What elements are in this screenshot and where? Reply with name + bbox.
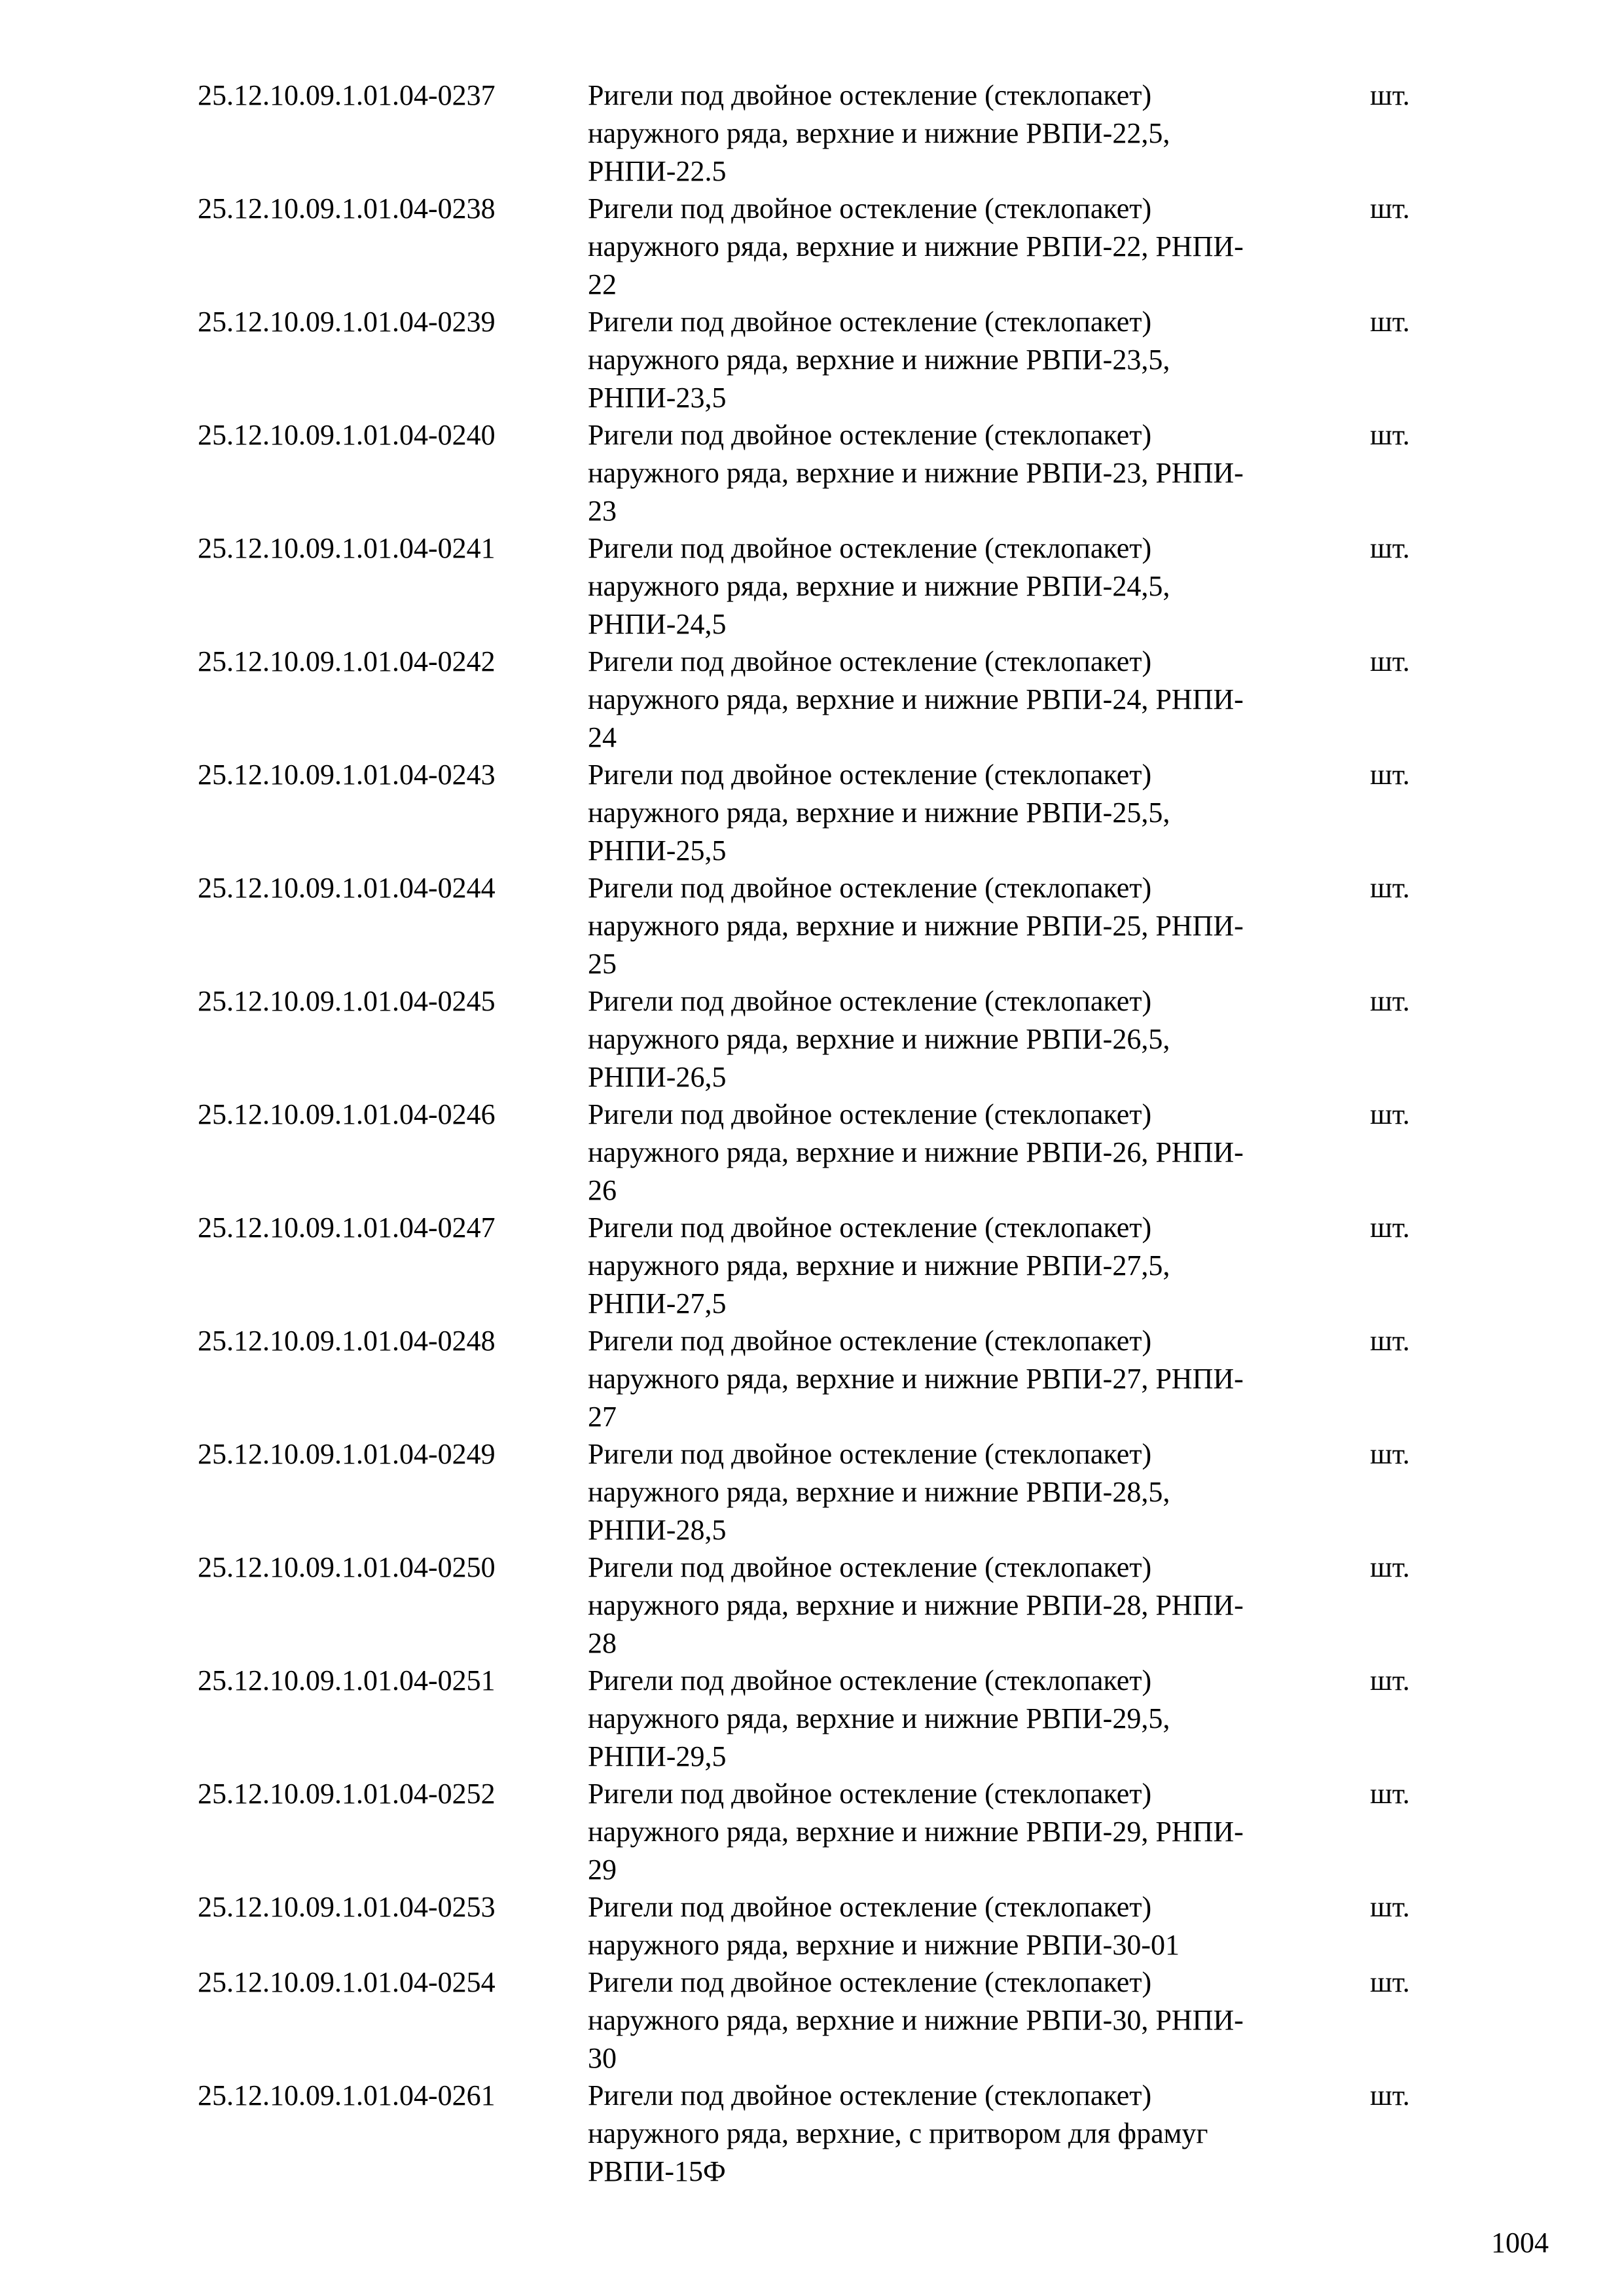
description-line: Ригели под двойное остекление (стеклопакет) [588,645,1152,677]
description-line: Ригели под двойное остекление (стеклопакет) [588,192,1152,224]
item-unit: шт. [1370,985,1410,1017]
item-description [588,2077,1370,2191]
description-line: наружного ряда, верхние и нижние РВПИ-24, РНПИ- [588,683,1244,715]
catalog-list [198,77,1441,2190]
item-unit: шт. [1370,192,1410,224]
page-number: 1004 [1491,2227,1549,2259]
description-line: Ригели под двойное остекление (стеклопакет) [588,306,1152,338]
description-line: Ригели под двойное остекление (стеклопакет) [588,1778,1152,1810]
description-line: наружного ряда, верхние, с притвором для фрамуг [588,2117,1208,2149]
description-line: наружного ряда, верхние и нижние РВПИ-26,5, [588,1023,1170,1055]
catalog-row-0248 [198,1322,1441,1435]
item-description [588,1662,1370,1776]
description-line: наружного ряда, верхние и нижние РВПИ-28,5, [588,1476,1170,1508]
description-line: РНПИ-22.5 [588,155,727,187]
description-line: 22 [588,268,617,300]
description-line: наружного ряда, верхние и нижние РВПИ-22, РНПИ- [588,230,1244,262]
description-line: 23 [588,495,617,527]
item-code: 25.12.10.09.1.01.04-0246 [198,1098,496,1130]
item-description [588,77,1370,190]
catalog-row-0251 [198,1662,1441,1775]
item-code: 25.12.10.09.1.01.04-0247 [198,1211,496,1244]
description-line: Ригели под двойное остекление (стеклопакет) [588,1211,1152,1244]
description-line: Ригели под двойное остекление (стеклопакет) [588,1891,1152,1923]
catalog-row-0237 [198,77,1441,190]
item-code: 25.12.10.09.1.01.04-0240 [198,419,496,451]
item-description [588,1549,1370,1662]
item-code: 25.12.10.09.1.01.04-0250 [198,1551,496,1583]
item-unit: шт. [1370,872,1410,904]
item-description [588,1435,1370,1549]
item-unit: шт. [1370,1325,1410,1357]
item-unit: шт. [1370,1551,1410,1583]
description-line: Ригели под двойное остекление (стеклопакет) [588,985,1152,1017]
description-line: Ригели под двойное остекление (стеклопакет) [588,1325,1152,1357]
description-line: 25 [588,948,617,980]
description-line: 27 [588,1401,617,1433]
description-line: наружного ряда, верхние и нижние РВПИ-27, РНПИ- [588,1363,1244,1395]
item-description [588,1322,1370,1436]
item-description [588,1775,1370,1889]
description-line: наружного ряда, верхние и нижние РВПИ-29, РНПИ- [588,1816,1244,1848]
catalog-row-0238 [198,190,1441,303]
item-code: 25.12.10.09.1.01.04-0254 [198,1966,496,1998]
description-line: РНПИ-24,5 [588,608,727,640]
description-line: РНПИ-26,5 [588,1061,727,1093]
catalog-row-0261 [198,2077,1441,2190]
item-description [588,1964,1370,2077]
description-line: наружного ряда, верхние и нижние РВПИ-28, РНПИ- [588,1589,1244,1621]
description-line: наружного ряда, верхние и нижние РВПИ-23,5, [588,344,1170,376]
item-unit: шт. [1370,1098,1410,1130]
catalog-row-0246 [198,1096,1441,1209]
item-unit: шт. [1370,532,1410,564]
description-line: Ригели под двойное остекление (стеклопакет) [588,419,1152,451]
item-code: 25.12.10.09.1.01.04-0252 [198,1778,496,1810]
item-code: 25.12.10.09.1.01.04-0243 [198,759,496,791]
description-line: 26 [588,1174,617,1206]
description-line: наружного ряда, верхние и нижние РВПИ-24,5, [588,570,1170,602]
item-unit: шт. [1370,79,1410,111]
description-line: Ригели под двойное остекление (стеклопакет) [588,872,1152,904]
item-description [588,756,1370,870]
catalog-row-0243 [198,756,1441,869]
item-code: 25.12.10.09.1.01.04-0245 [198,985,496,1017]
item-unit: шт. [1370,759,1410,791]
catalog-row-0249 [198,1435,1441,1549]
item-unit: шт. [1370,419,1410,451]
item-description [588,1209,1370,1323]
catalog-row-0247 [198,1209,1441,1322]
catalog-row-0253 [198,1888,1441,1964]
description-line: РВПИ-15Ф [588,2155,726,2187]
description-line: Ригели под двойное остекление (стеклопакет) [588,2079,1152,2111]
item-code: 25.12.10.09.1.01.04-0238 [198,192,496,224]
item-description [588,1096,1370,1210]
item-description [588,982,1370,1096]
catalog-row-0250 [198,1549,1441,1662]
description-line: Ригели под двойное остекление (стеклопакет) [588,1438,1152,1470]
description-line: наружного ряда, верхние и нижние РВПИ-27,5, [588,1249,1170,1282]
catalog-row-0245 [198,982,1441,1096]
item-description [588,416,1370,530]
description-line: наружного ряда, верхние и нижние РВПИ-29,5, [588,1702,1170,1734]
catalog-row-0254 [198,1964,1441,2077]
description-line: наружного ряда, верхние и нижние РВПИ-23, РНПИ- [588,457,1244,489]
item-description [588,1888,1370,1964]
item-unit: шт. [1370,1211,1410,1244]
description-line: РНПИ-23,5 [588,382,727,414]
description-line: Ригели под двойное остекление (стеклопакет) [588,1551,1152,1583]
item-unit: шт. [1370,1664,1410,1696]
description-line: 28 [588,1627,617,1659]
description-line: наружного ряда, верхние и нижние РВПИ-30, РНПИ- [588,2004,1244,2036]
item-code: 25.12.10.09.1.01.04-0237 [198,79,496,111]
item-code: 25.12.10.09.1.01.04-0248 [198,1325,496,1357]
item-description [588,869,1370,983]
catalog-row-0252 [198,1775,1441,1888]
description-line: наружного ряда, верхние и нижние РВПИ-30-01 [588,1929,1180,1961]
item-description [588,643,1370,757]
item-code: 25.12.10.09.1.01.04-0241 [198,532,496,564]
description-line: 30 [588,2042,617,2074]
item-code: 25.12.10.09.1.01.04-0242 [198,645,496,677]
item-description [588,190,1370,304]
description-line: наружного ряда, верхние и нижние РВПИ-25,5, [588,797,1170,829]
description-line: РНПИ-28,5 [588,1514,727,1546]
item-unit: шт. [1370,645,1410,677]
item-unit: шт. [1370,2079,1410,2111]
item-unit: шт. [1370,1966,1410,1998]
description-line: РНПИ-27,5 [588,1287,727,1319]
item-unit: шт. [1370,1891,1410,1923]
item-unit: шт. [1370,1438,1410,1470]
description-line: 24 [588,721,617,753]
description-line: РНПИ-29,5 [588,1740,727,1772]
item-code: 25.12.10.09.1.01.04-0249 [198,1438,496,1470]
description-line: Ригели под двойное остекление (стеклопакет) [588,79,1152,111]
item-unit: шт. [1370,306,1410,338]
description-line: Ригели под двойное остекление (стеклопакет) [588,532,1152,564]
catalog-row-0241 [198,529,1441,643]
item-code: 25.12.10.09.1.01.04-0261 [198,2079,496,2111]
item-code: 25.12.10.09.1.01.04-0253 [198,1891,496,1923]
description-line: наружного ряда, верхние и нижние РВПИ-22,5, [588,117,1170,149]
catalog-row-0244 [198,869,1441,982]
catalog-row-0239 [198,303,1441,416]
catalog-row-0240 [198,416,1441,529]
item-unit: шт. [1370,1778,1410,1810]
catalog-row-0242 [198,643,1441,756]
description-line: Ригели под двойное остекление (стеклопакет) [588,1966,1152,1998]
description-line: РНПИ-25,5 [588,834,727,867]
item-code: 25.12.10.09.1.01.04-0239 [198,306,496,338]
description-line: Ригели под двойное остекление (стеклопакет) [588,759,1152,791]
description-line: Ригели под двойное остекление (стеклопакет) [588,1664,1152,1696]
description-line: 29 [588,1854,617,1886]
description-line: наружного ряда, верхние и нижние РВПИ-26, РНПИ- [588,1136,1244,1168]
description-line: Ригели под двойное остекление (стеклопакет) [588,1098,1152,1130]
item-description [588,303,1370,417]
item-description [588,529,1370,643]
item-code: 25.12.10.09.1.01.04-0251 [198,1664,496,1696]
item-code: 25.12.10.09.1.01.04-0244 [198,872,496,904]
description-line: наружного ряда, верхние и нижние РВПИ-25, РНПИ- [588,910,1244,942]
